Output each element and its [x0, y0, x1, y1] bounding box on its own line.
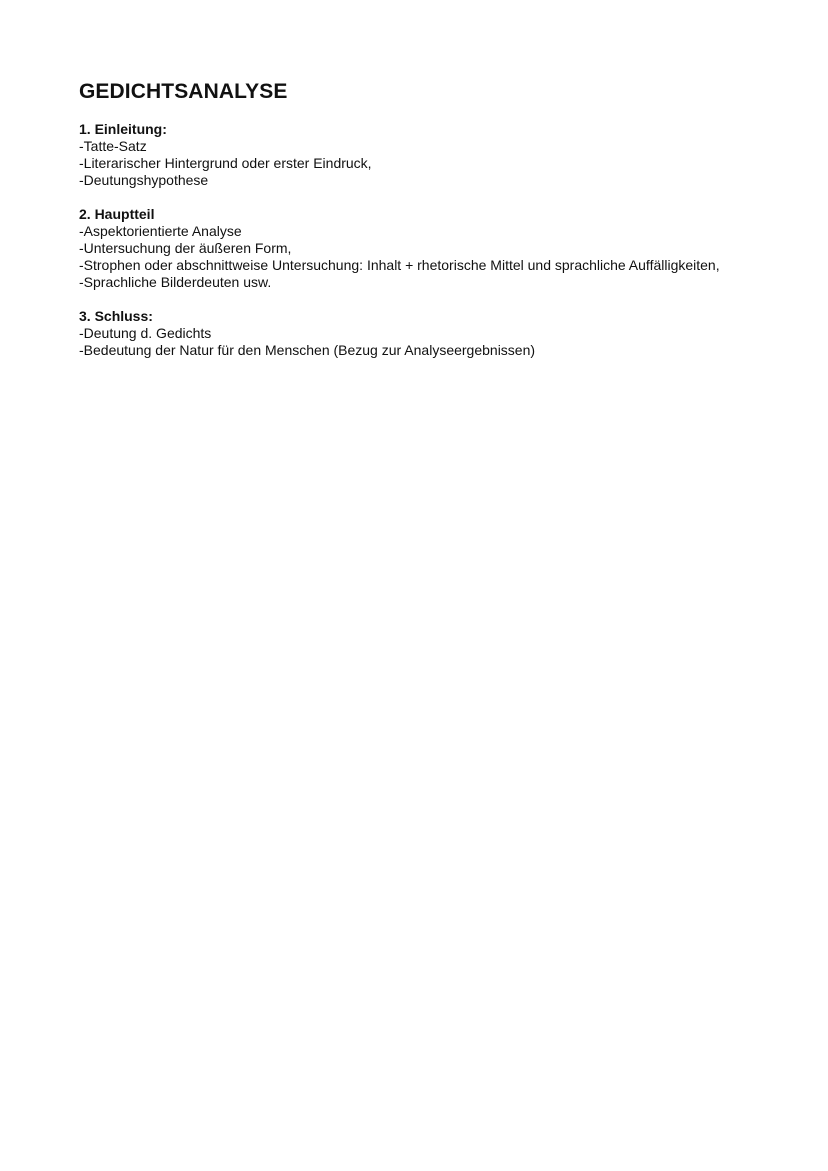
section-heading: 2. Hauptteil: [79, 206, 155, 222]
document-title: GEDICHTSANALYSE: [79, 80, 288, 103]
section-item-list: [79, 325, 759, 359]
section-hauptteil: [79, 206, 759, 291]
section-heading: 3. Schluss:: [79, 308, 153, 324]
list-item: -Strophen oder abschnittweise Untersuchung: Inhalt + rhetorische Mittel und sprachliche Auffälligkeiten,: [79, 257, 720, 273]
section-schluss: [79, 308, 759, 359]
document-page: [79, 78, 759, 376]
list-item: -Literarischer Hintergrund oder erster Eindruck,: [79, 155, 372, 171]
list-item: -Bedeutung der Natur für den Menschen (Bezug zur Analyseergebnissen): [79, 342, 536, 358]
list-item: -Sprachliche Bilderdeuten usw.: [79, 274, 272, 290]
section-item-list: [79, 223, 759, 291]
list-item: -Deutung d. Gedichts: [79, 325, 212, 341]
list-item: -Aspektorientierte Analyse: [79, 223, 242, 239]
list-item: -Untersuchung der äußeren Form,: [79, 240, 292, 256]
section-item-list: [79, 138, 759, 189]
section-einleitung: [79, 121, 759, 189]
list-item: -Deutungshypothese: [79, 172, 209, 188]
list-item: -Tatte-Satz: [79, 138, 147, 154]
section-heading: 1. Einleitung:: [79, 121, 167, 137]
